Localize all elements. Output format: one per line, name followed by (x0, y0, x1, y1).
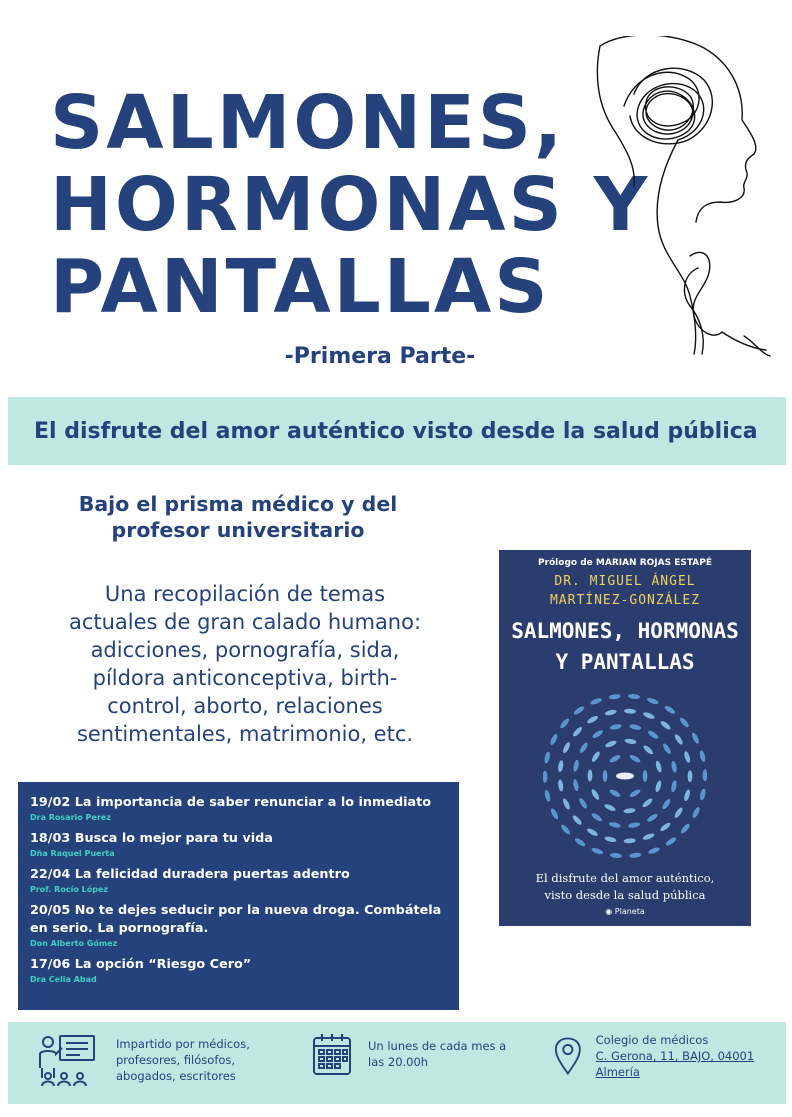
fish-shape (655, 760, 663, 773)
fish-shape (578, 741, 589, 754)
fish-shape (703, 769, 707, 781)
fish-shape (624, 838, 636, 844)
fish-shape (590, 697, 603, 706)
fish-shape (550, 807, 560, 820)
when-text (368, 1038, 506, 1070)
fish-shape (574, 837, 587, 848)
theme-band (8, 397, 786, 465)
fish-shape (641, 797, 653, 808)
fish-shape (624, 738, 637, 745)
book-title (499, 616, 751, 678)
session-speaker: Prof. Rocío López (30, 885, 108, 894)
fish-shape (573, 705, 586, 716)
fish-shape (608, 694, 620, 700)
fish-shape (571, 814, 583, 826)
teachers-block (34, 1032, 250, 1088)
fish-shape (662, 742, 673, 755)
fish-shape (670, 780, 677, 793)
subtitle: -Primera Parte- (284, 344, 476, 369)
fish-shape (664, 704, 677, 715)
description-line: actuales de gran calado humano: (68, 610, 422, 634)
session-topic: 20/05 No te dejes seducir por la nueva droga. Combátela en serio. La pornografía. (30, 903, 442, 936)
location-pin-icon (554, 1035, 582, 1077)
description-line: control, aborto, relaciones (107, 694, 383, 718)
book-publisher (499, 907, 751, 916)
fish-shape (603, 770, 608, 782)
head-scribble-illustration (594, 36, 774, 362)
fish-shape (590, 788, 600, 801)
fish-shape (557, 760, 564, 773)
theme-text: El disfrute del amor auténtico visto desde la salud pública (34, 418, 758, 444)
fish-shape (646, 697, 659, 706)
fish-shape (629, 852, 641, 858)
fish-shape (590, 750, 601, 763)
schedule-item (30, 830, 447, 860)
fish-shape (673, 733, 684, 746)
fish-shape (604, 739, 617, 748)
fish-shape (572, 779, 579, 792)
info-footer (8, 1022, 786, 1104)
prism-heading (38, 491, 438, 543)
fish-shape (691, 732, 701, 745)
schedule-box (18, 782, 459, 1010)
book-cover (499, 550, 751, 926)
fish-shape (629, 724, 642, 731)
fish-shape (586, 715, 599, 725)
fish-shape (549, 733, 559, 746)
prism-line: Bajo el prisma médico y del (78, 492, 398, 516)
fish-shape (559, 717, 570, 729)
fish-shape (608, 821, 621, 828)
teachers-text (116, 1036, 250, 1084)
fish-shape (623, 808, 635, 814)
session-topic: 18/03 Busca lo mejor para tu vida (30, 831, 273, 846)
fish-shape (560, 823, 572, 835)
fish-shape (647, 729, 660, 740)
fish-shape (610, 852, 622, 858)
book-prologue: Prólogo de MARIAN ROJAS ESTAPÉ (537, 558, 713, 568)
when-line: las 20.00h (368, 1055, 429, 1069)
title-line: HORMONAS Y (50, 162, 651, 248)
fish-shape (590, 812, 603, 823)
fish-shape (572, 726, 584, 738)
book-title-line: Y PANTALLAS (555, 650, 695, 674)
schedule-item (30, 866, 447, 896)
fish-shape (557, 779, 563, 792)
fish-shape (609, 788, 622, 798)
fish-shape (643, 770, 648, 782)
fish-shape (562, 741, 572, 754)
fish-shape (591, 847, 604, 856)
schedule-time-block (312, 1032, 506, 1076)
fish-shape (661, 798, 672, 811)
book-subtitle (499, 870, 751, 904)
book-subtitle-line: El disfrute del amor auténtico, (535, 871, 715, 885)
description-line: píldora anticonceptiva, birth- (92, 666, 398, 690)
session-speaker: Dra Celia Abad (30, 975, 97, 984)
book-author (499, 572, 751, 610)
fish-shape (544, 751, 551, 764)
session-speaker: Dña Raquel Puerta (30, 849, 115, 858)
schedule-item (30, 794, 447, 824)
fish-shape (699, 788, 706, 801)
description-line: sentimentales, matrimonio, etc. (76, 722, 414, 746)
teachers-line: Impartido por médicos, (116, 1037, 250, 1051)
fish-shape (665, 836, 678, 847)
fish-shape (691, 806, 701, 819)
calendar-icon (312, 1032, 352, 1076)
venue-text (596, 1032, 786, 1080)
fish-shape (659, 821, 671, 832)
description-line: Una recopilación de temas (104, 582, 386, 606)
fish-school-illustration (543, 694, 707, 858)
fish-shape (642, 744, 654, 756)
fish-shape (683, 789, 691, 802)
description (28, 580, 462, 748)
publisher-name: Planeta (614, 907, 645, 916)
venue-block (554, 1032, 786, 1080)
title-line: PANTALLAS (50, 244, 551, 330)
teachers-line: abogados, escritores (116, 1069, 236, 1083)
teacher-icon (34, 1032, 98, 1088)
fish-shape (604, 836, 617, 843)
fish-shape (616, 773, 634, 780)
session-speaker: Dra Rosario Perez (30, 813, 111, 822)
fish-shape (587, 769, 592, 781)
fish-shape (688, 770, 693, 782)
venue-address: C. Gerona, 11, BAJO, 04001 Almería (595, 1049, 755, 1079)
fish-shape (680, 822, 691, 834)
fish-shape (642, 832, 655, 841)
book-subtitle-line: visto desde la salud pública (544, 888, 706, 902)
fish-shape (699, 750, 707, 763)
fish-shape (591, 729, 604, 740)
fish-shape (671, 760, 678, 773)
fish-shape (562, 798, 572, 811)
fish-shape (642, 711, 655, 720)
fish-shape (654, 780, 662, 793)
description-line: adicciones, pornografía, sida, (90, 638, 400, 662)
venue-name: Colegio de médicos (595, 1033, 709, 1047)
fish-shape (629, 754, 642, 764)
fish-shape (624, 708, 636, 714)
planeta-logo-icon: ◉ (605, 907, 615, 916)
fish-shape (679, 716, 691, 728)
fish-shape (604, 803, 617, 812)
fish-shape (629, 788, 642, 798)
fish-shape (659, 720, 671, 731)
session-topic: 19/02 La importancia de saber renunciar a lo inmediato (30, 795, 432, 810)
fish-shape (586, 827, 599, 837)
session-topic: 17/06 La opción “Riesgo Cero” (30, 957, 252, 972)
prism-line: profesor universitario (111, 518, 365, 542)
when-line: Un lunes de cada mes a (368, 1039, 507, 1053)
fish-shape (648, 846, 661, 855)
fish-shape (544, 789, 552, 802)
fish-shape (646, 813, 659, 824)
fish-shape (573, 759, 580, 772)
session-speaker: Don Alberto Gómez (30, 939, 118, 948)
fish-shape (683, 751, 691, 764)
fish-shape (578, 797, 589, 810)
book-author-line: MARTÍNEZ-GONZÁLEZ (549, 593, 701, 608)
fish-shape (604, 709, 617, 716)
book-title-line: SALMONES, HORMONAS (511, 619, 739, 643)
schedule-item (30, 902, 447, 950)
session-topic: 22/04 La felicidad duradera puertas adentro (30, 867, 350, 882)
fish-shape (673, 806, 684, 819)
title-line: SALMONES, (50, 80, 566, 166)
schedule-item (30, 956, 447, 986)
fish-shape (609, 723, 622, 730)
fish-shape (628, 694, 640, 700)
poster-title (50, 82, 670, 328)
teachers-line: profesores, filósofos, (116, 1053, 236, 1067)
fish-shape (628, 822, 641, 829)
fish-shape (609, 754, 622, 764)
fish-shape (543, 771, 547, 783)
book-author-line: DR. MIGUEL ÁNGEL (554, 574, 696, 589)
